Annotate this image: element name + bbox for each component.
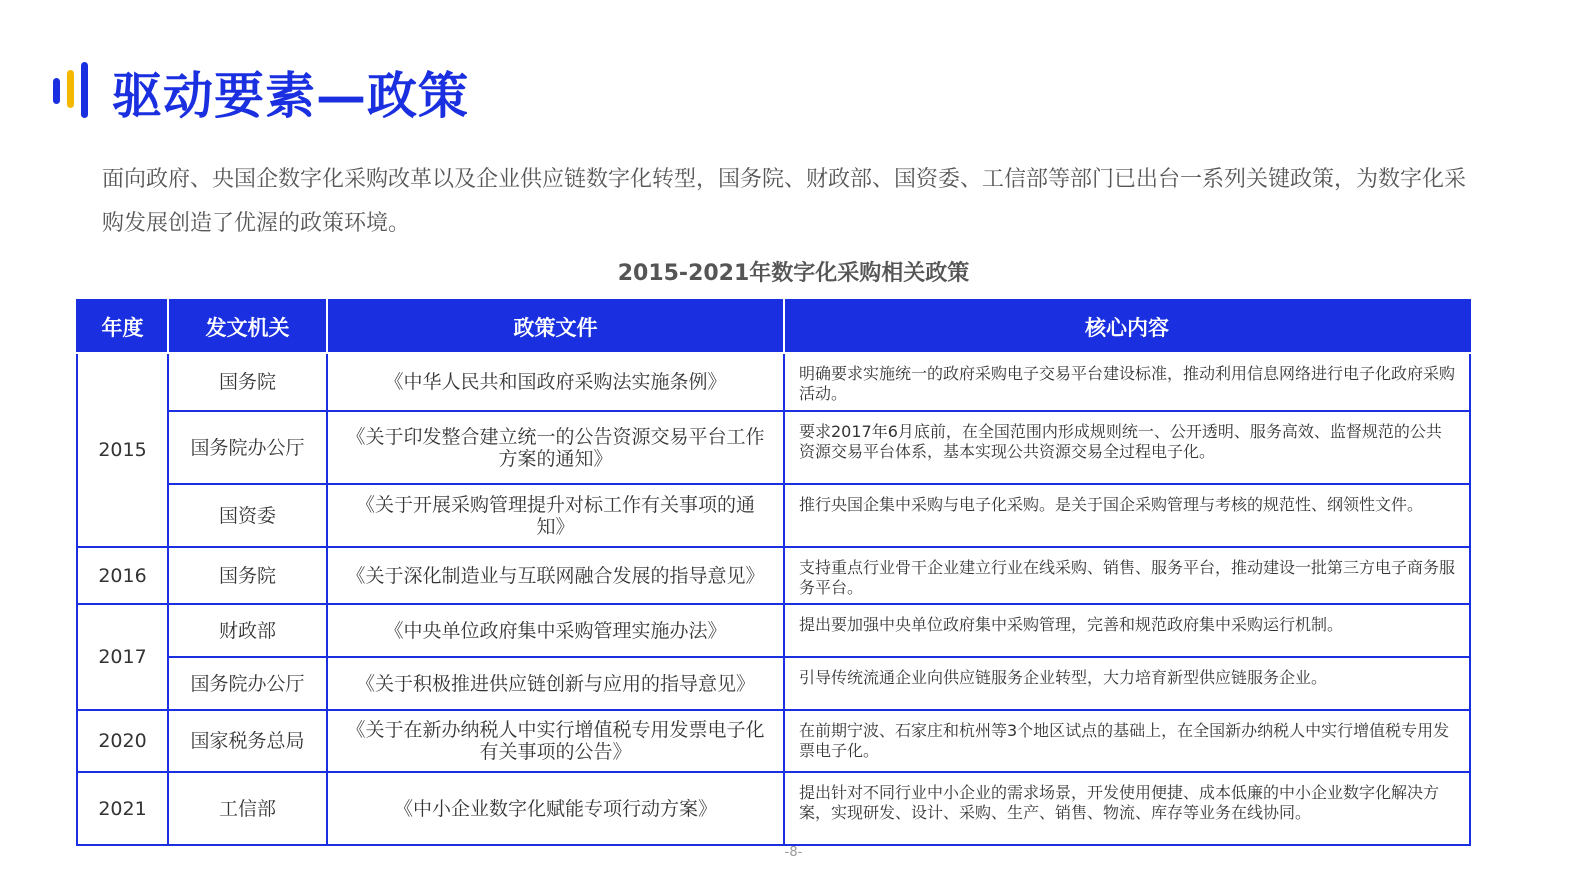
agency-cell: 国务院 bbox=[168, 547, 327, 604]
document-cell: 《中华人民共和国政府采购法实施条例》 bbox=[327, 353, 784, 411]
content-cell: 推行央国企集中采购与电子化采购。是关于国企采购管理与考核的规范性、纲领性文件。 bbox=[784, 484, 1470, 547]
table-row bbox=[77, 657, 1470, 710]
page-title: 驱动要素—政策 bbox=[112, 66, 469, 125]
content-cell: 明确要求实施统一的政府采购电子交易平台建设标准，推动利用信息网络进行电子化政府采购活动。 bbox=[784, 353, 1470, 411]
header-content: 核心内容 bbox=[784, 300, 1470, 353]
table-row bbox=[77, 547, 1470, 604]
document-cell: 《关于开展采购管理提升对标工作有关事项的通知》 bbox=[327, 484, 784, 547]
content-cell: 提出针对不同行业中小企业的需求场景，开发使用便捷、成本低廉的中小企业数字化解决方案，实现研发、设计、采购、生产、销售、物流、库存等业务在线协同。 bbox=[784, 772, 1470, 845]
page-number: -8- bbox=[784, 845, 803, 860]
year-cell: 2020 bbox=[77, 710, 168, 772]
document-cell: 《关于深化制造业与互联网融合发展的指导意见》 bbox=[327, 547, 784, 604]
header-year: 年度 bbox=[77, 300, 168, 353]
year-cell: 2016 bbox=[77, 547, 168, 604]
table-row bbox=[77, 710, 1470, 772]
agency-cell: 工信部 bbox=[168, 772, 327, 845]
document-cell: 《中央单位政府集中采购管理实施办法》 bbox=[327, 604, 784, 657]
content-cell: 引导传统流通企业向供应链服务企业转型，大力培育新型供应链服务企业。 bbox=[784, 657, 1470, 710]
intro-paragraph: 面向政府、央国企数字化采购改革以及企业供应链数字化转型，国务院、财政部、国资委、工信部等部门已出台一系列关键政策，为数字化采购发展创造了优渥的政策环境。 bbox=[102, 167, 1467, 236]
agency-cell: 国务院 bbox=[168, 353, 327, 411]
content-cell: 在前期宁波、石家庄和杭州等3个地区试点的基础上，在全国新办纳税人中实行增值税专用发票电子化。 bbox=[784, 710, 1470, 772]
table-row bbox=[77, 353, 1470, 411]
table-caption: 2015-2021年数字化采购相关政策 bbox=[617, 261, 970, 286]
document-cell: 《关于印发整合建立统一的公告资源交易平台工作方案的通知》 bbox=[327, 411, 784, 484]
table-row bbox=[77, 772, 1470, 845]
agency-cell: 财政部 bbox=[168, 604, 327, 657]
table-row bbox=[77, 604, 1470, 657]
table-header-row bbox=[77, 300, 1470, 353]
content-cell: 支持重点行业骨干企业建立行业在线采购、销售、服务平台，推动建设一批第三方电子商务服务平台。 bbox=[784, 547, 1470, 604]
content-cell: 要求2017年6月底前，在全国范围内形成规则统一、公开透明、服务高效、监督规范的公共资源交易平台体系，基本实现公共资源交易全过程电子化。 bbox=[784, 411, 1470, 484]
document-cell: 《关于积极推进供应链创新与应用的指导意见》 bbox=[327, 657, 784, 710]
table-row bbox=[77, 484, 1470, 547]
year-cell: 2021 bbox=[77, 772, 168, 845]
header-agency: 发文机关 bbox=[168, 300, 327, 353]
policy-table bbox=[76, 299, 1471, 846]
content-cell: 提出要加强中央单位政府集中采购管理，完善和规范政府集中采购运行机制。 bbox=[784, 604, 1470, 657]
agency-cell: 国资委 bbox=[168, 484, 327, 547]
year-cell: 2017 bbox=[77, 604, 168, 710]
agency-cell: 国家税务总局 bbox=[168, 710, 327, 772]
year-cell: 2015 bbox=[77, 353, 168, 547]
agency-cell: 国务院办公厅 bbox=[168, 411, 327, 484]
document-cell: 《关于在新办纳税人中实行增值税专用发票电子化有关事项的公告》 bbox=[327, 710, 784, 772]
document-cell: 《中小企业数字化赋能专项行动方案》 bbox=[327, 772, 784, 845]
header-document: 政策文件 bbox=[327, 300, 784, 353]
agency-cell: 国务院办公厅 bbox=[168, 657, 327, 710]
table-row bbox=[77, 411, 1470, 484]
